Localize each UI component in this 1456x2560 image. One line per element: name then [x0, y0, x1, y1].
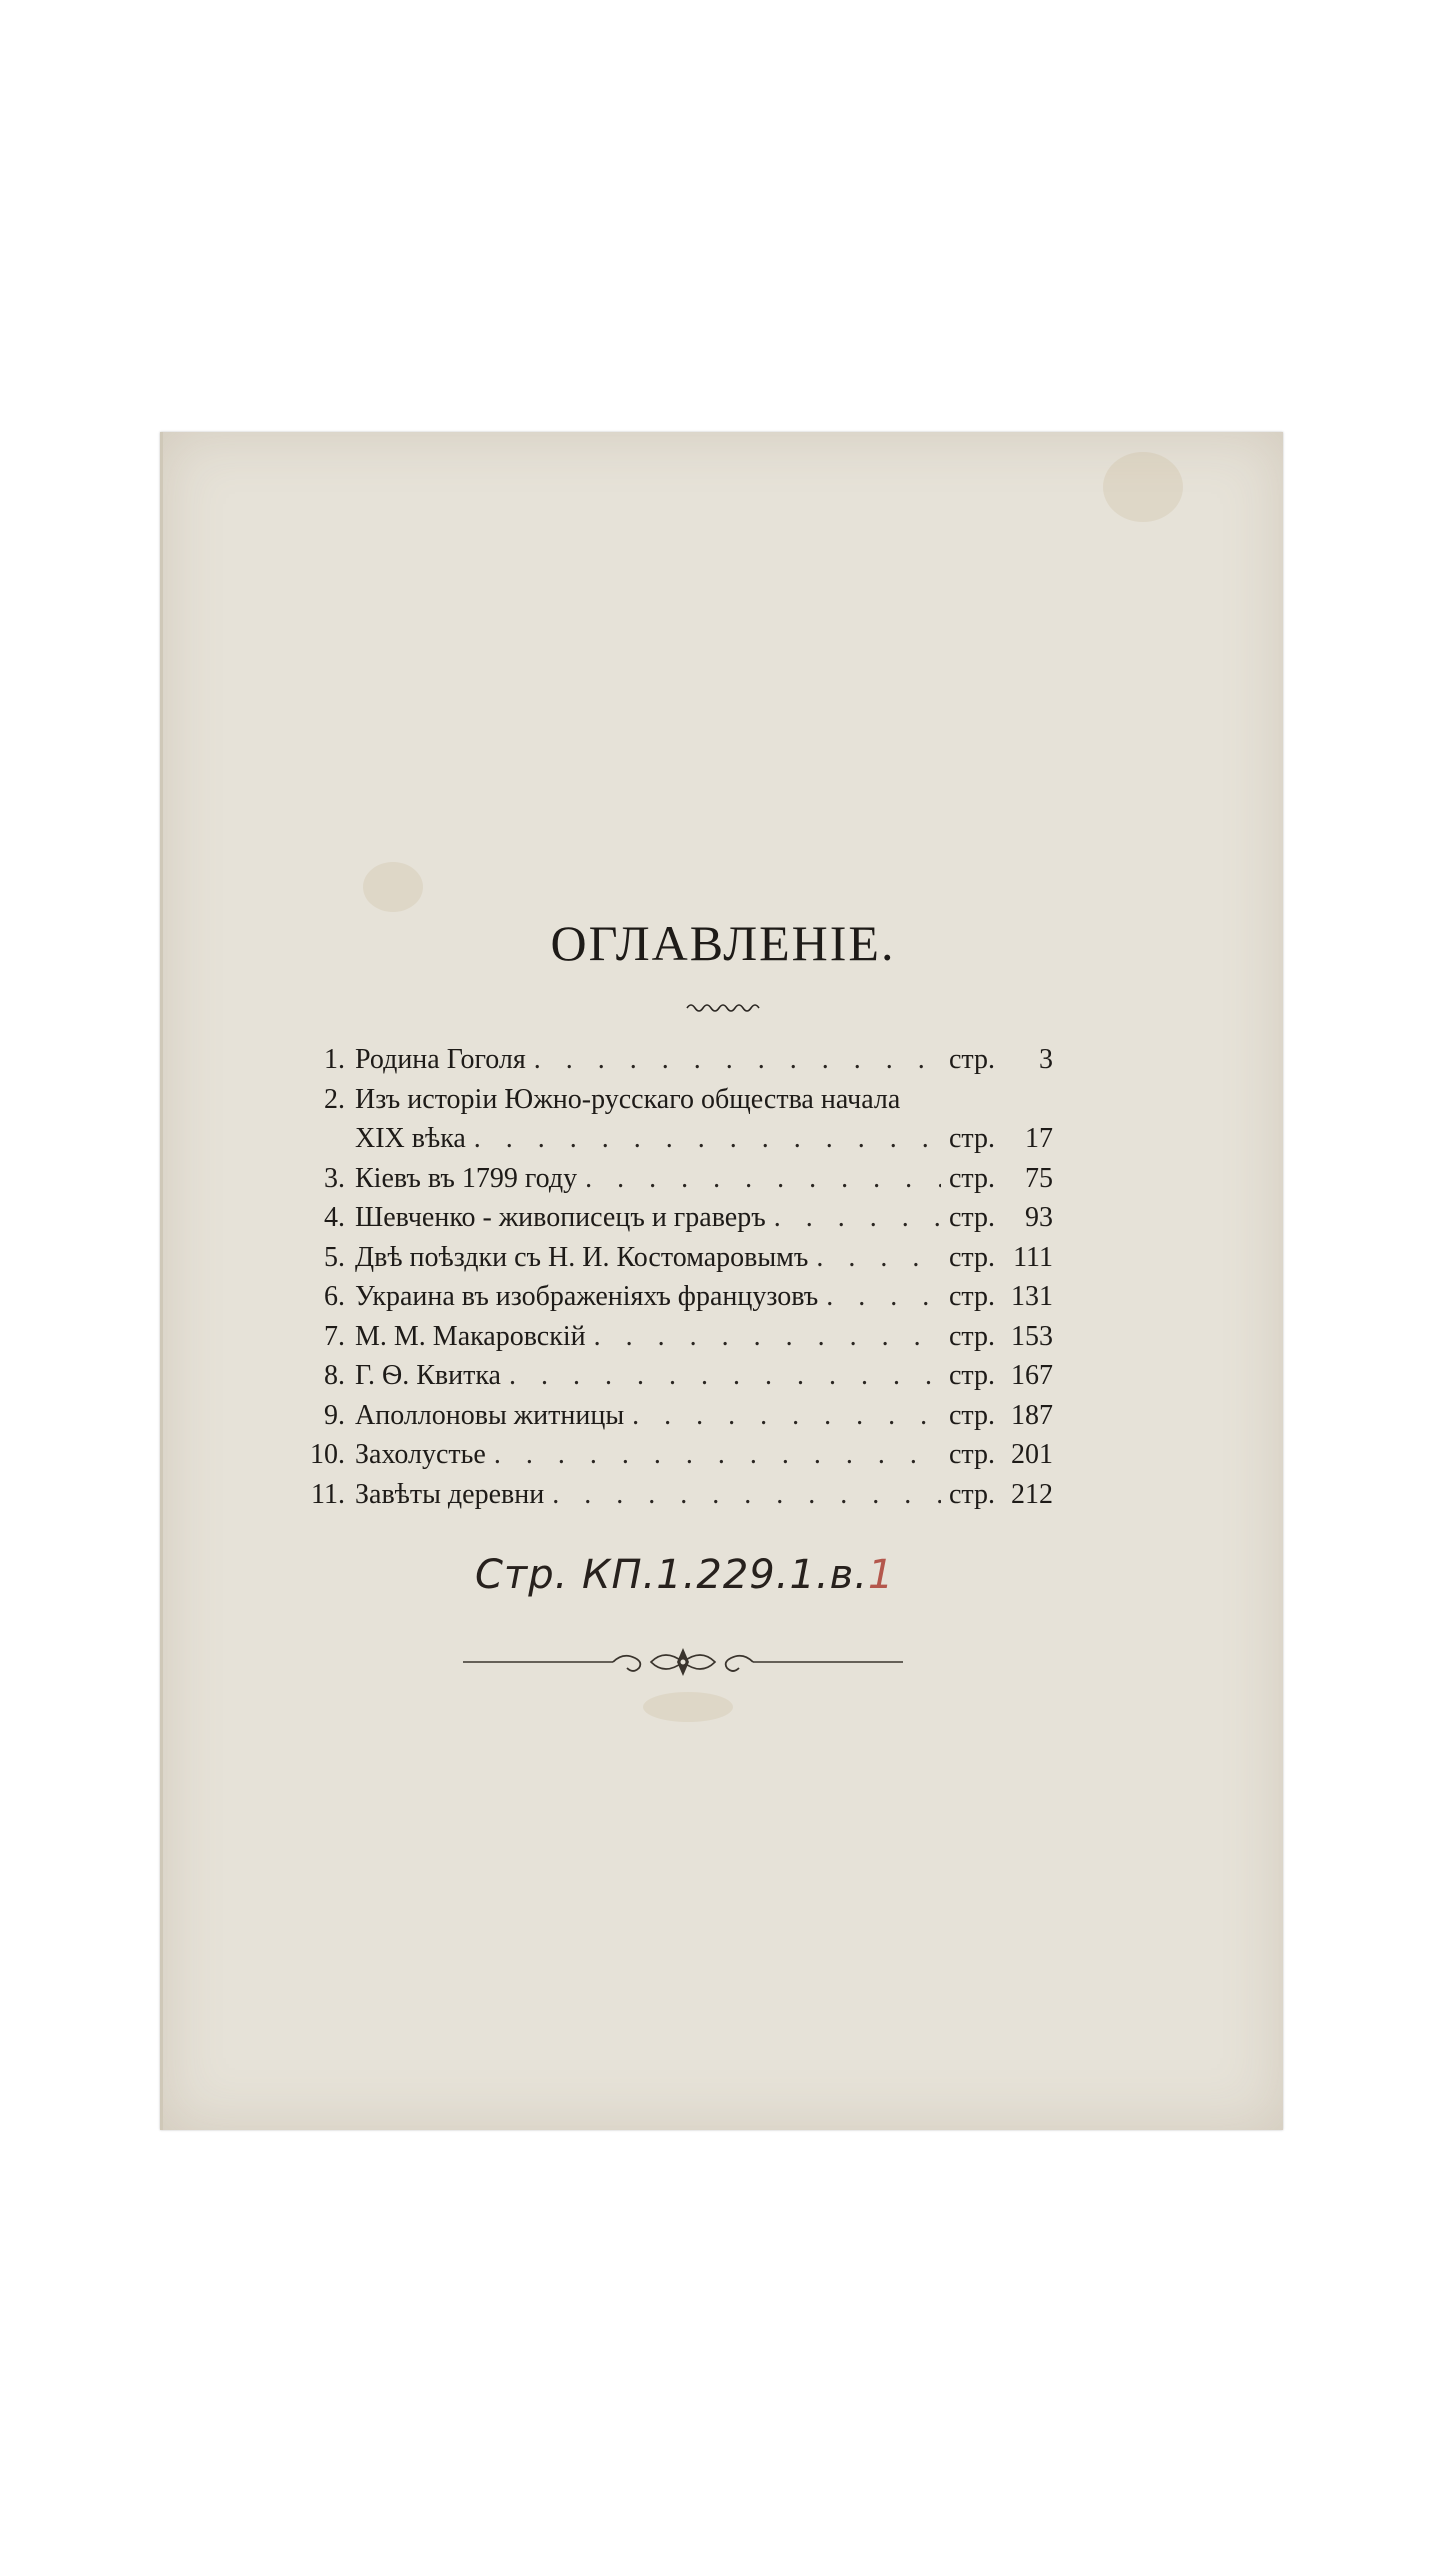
table-of-contents [293, 1044, 1053, 1518]
toc-entry [293, 1439, 1053, 1479]
leader-dots [534, 1044, 941, 1076]
entry-title: Изъ исторіи Южно-русскаго общества начала [355, 1083, 901, 1115]
page-number: 111 [1013, 1241, 1053, 1273]
toc-entry [293, 1321, 1053, 1361]
page-number: 201 [1011, 1439, 1053, 1470]
leader-dots [826, 1281, 941, 1313]
toc-entry [293, 1202, 1053, 1242]
page-label: стр. [949, 1439, 996, 1470]
toc-entry [293, 1281, 1053, 1321]
heading-flourish [163, 1000, 1283, 1021]
entry-number: 10. [310, 1439, 345, 1470]
page-label: стр. [949, 1320, 996, 1352]
page-label: стр. [949, 1241, 996, 1273]
leader-dots [494, 1439, 941, 1471]
toc-entry [293, 1479, 1053, 1519]
page-number: 187 [1011, 1399, 1053, 1431]
ornamental-divider [463, 1642, 903, 1682]
leader-dots [585, 1163, 941, 1195]
page-number: 75 [1025, 1162, 1053, 1194]
entry-number: 9. [324, 1399, 345, 1431]
page-number: 3 [1039, 1044, 1053, 1075]
entry-title: XIX вѣка [355, 1123, 466, 1154]
page-label: стр. [949, 1360, 996, 1391]
toc-entry [293, 1163, 1053, 1203]
leader-dots [552, 1479, 941, 1511]
handwritten-inventory-mark [475, 1552, 894, 1598]
entry-title: Аполлоновы житницы [355, 1399, 625, 1431]
page-label: стр. [949, 1202, 996, 1233]
page-number: 153 [1011, 1320, 1053, 1352]
entry-number: 11. [311, 1478, 345, 1510]
inventory-mark-red-digit: 1 [867, 1552, 895, 1598]
leader-dots [509, 1360, 941, 1392]
entry-number: 7. [324, 1320, 345, 1352]
inventory-mark-text: Стр. КП.1.229.1.в. [475, 1552, 868, 1598]
entry-title: Шевченко - живописецъ и граверъ [355, 1202, 766, 1233]
entry-number: 5. [324, 1241, 345, 1273]
page-label: стр. [949, 1044, 996, 1075]
foxing-stain [1103, 452, 1183, 522]
entry-title: Завѣты деревни [355, 1478, 545, 1510]
toc-entry [293, 1400, 1053, 1440]
entry-number: 6. [324, 1281, 345, 1312]
foxing-stain [643, 1692, 733, 1722]
entry-title: Кіевъ въ 1799 году [355, 1162, 578, 1194]
leader-dots [594, 1321, 941, 1353]
toc-entry [293, 1084, 1053, 1124]
page-label: стр. [949, 1123, 996, 1154]
page-label: стр. [949, 1281, 996, 1312]
entry-title: М. М. Макаровскій [355, 1320, 586, 1352]
book-page [160, 432, 1283, 2130]
entry-number: 4. [324, 1202, 345, 1233]
toc-entry [293, 1044, 1053, 1084]
page-label: стр. [949, 1162, 996, 1194]
page-number: 93 [1025, 1202, 1053, 1233]
toc-heading: ОГЛАВЛЕНІЕ. [550, 915, 896, 971]
entry-number: 1. [324, 1044, 345, 1075]
entry-title: Г. Ѳ. Квитка [355, 1360, 501, 1391]
toc-entry-continuation [293, 1123, 1053, 1163]
leader-dots [632, 1400, 941, 1432]
entry-title: Родина Гоголя [355, 1044, 526, 1075]
entry-title: Украина въ изображеніяхъ французовъ [355, 1281, 819, 1312]
page-number: 212 [1011, 1478, 1053, 1510]
page-label: стр. [949, 1399, 996, 1431]
entry-number: 8. [324, 1360, 345, 1391]
entry-title: Захолустье [355, 1439, 486, 1470]
entry-number: 2. [324, 1083, 345, 1115]
entry-number: 3. [324, 1162, 345, 1194]
leader-dots [474, 1123, 941, 1155]
entry-title: Двѣ поѣздки съ Н. И. Костомаровымъ [355, 1241, 809, 1273]
leader-dots [816, 1242, 941, 1274]
toc-entry [293, 1360, 1053, 1400]
page-number: 167 [1011, 1360, 1053, 1391]
leader-dots [774, 1202, 941, 1234]
page-number: 17 [1025, 1123, 1053, 1154]
foxing-stain [363, 862, 423, 912]
toc-entry [293, 1242, 1053, 1282]
page-number: 131 [1011, 1281, 1053, 1312]
page-label: стр. [949, 1478, 996, 1510]
